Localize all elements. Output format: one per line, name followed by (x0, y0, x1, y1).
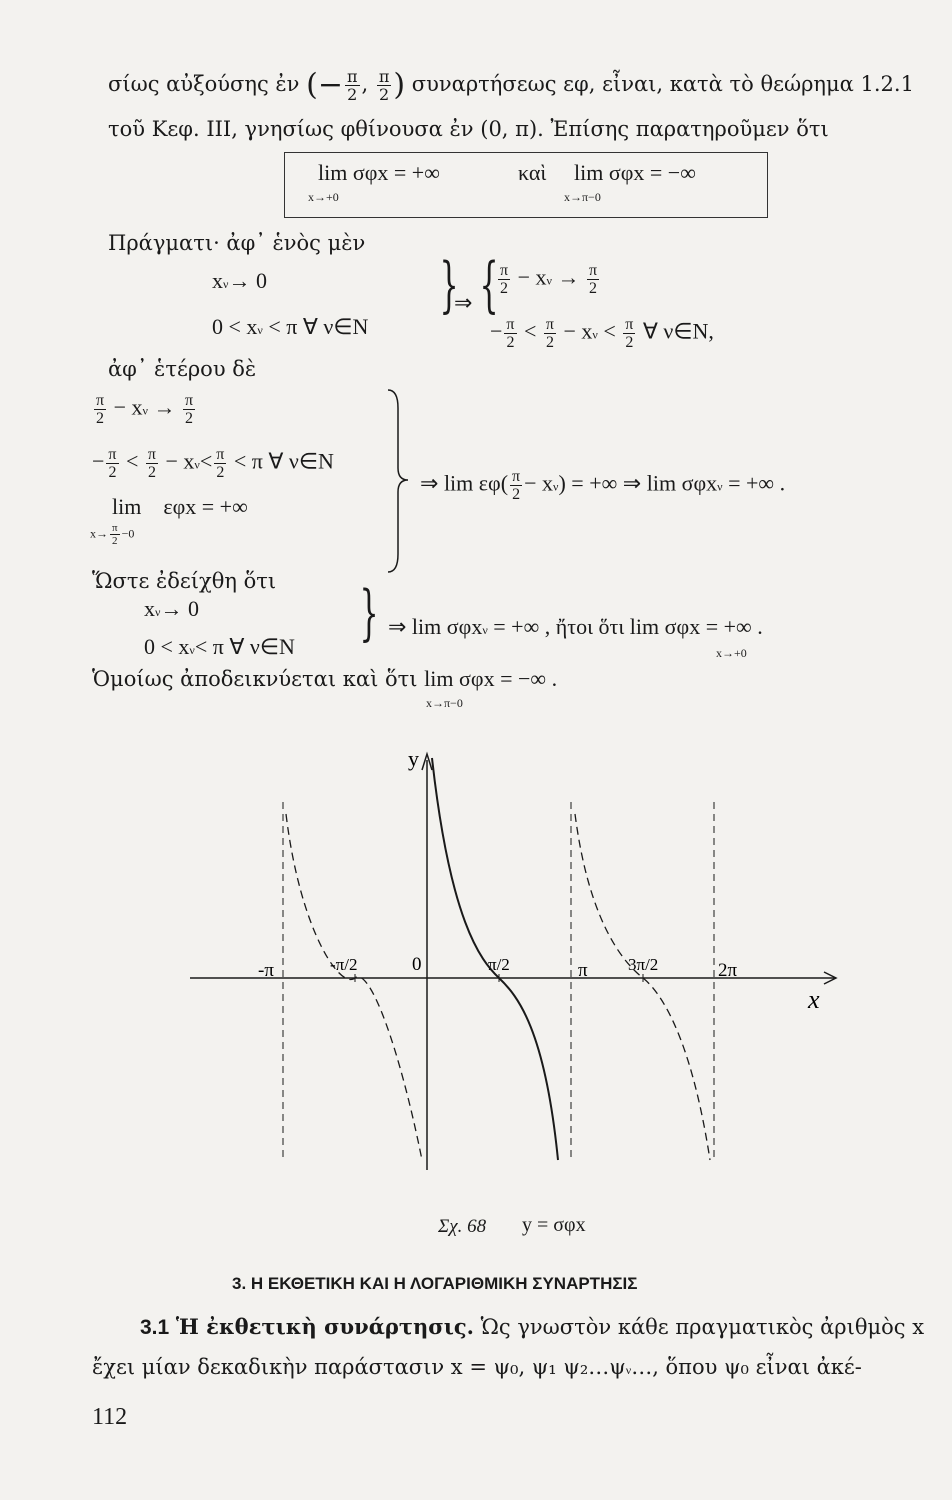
implies-arrow: ⇒ (454, 290, 473, 315)
result-2: − $\frac{\pi}{2}$ < $\frac{\pi}{2}$ − xν < $\frac{\pi}{2}$ ∀ ν∈N, (490, 316, 714, 351)
tick-neg-pi: -π (258, 960, 274, 981)
cond-6: 0 < xν< π ∀ ν∈N (144, 634, 295, 659)
subsection-title: Ἡ ἐκθετικὴ συνάρτησις. (175, 1314, 474, 1339)
similarly-sub: x→π−0 (426, 696, 463, 710)
frac-pi-2: $\frac{\pi}{2}$ (378, 67, 390, 104)
text-line-1: σίως αὐξούσης ἐν (− $\frac{\pi}{2}$ , $\frac{\pi}{2}$ ) συναρτήσεως εφ, εἶναι, κατὰ τὸ θεώρημα 1.2.1 (108, 67, 914, 104)
final-conclusion: ⇒ lim σφxν = +∞ , ἤτοι ὅτι lim σφx = +∞ . (388, 614, 763, 639)
frac-pi-2: $\frac{\pi}{2}$ (346, 67, 358, 104)
tick-half-pi: π/2 (488, 955, 510, 974)
figure-caption-equation: y = σφx (522, 1214, 586, 1236)
interval-open: (− (306, 67, 343, 103)
cond-5: xν→ 0 (144, 596, 199, 621)
cond-4: − $\frac{\pi}{2}$ < $\frac{\pi}{2}$ − xν< $\frac{\pi}{2}$ < π ∀ ν∈N (92, 446, 334, 481)
subsection-number: 3.1 (140, 1316, 170, 1339)
conclusion-tan: ⇒ lim εφ( $\frac{\pi}{2}$ − xν) = +∞ ⇒ lim σφxν = +∞ . (420, 468, 786, 503)
paragraph-line-1: Ὡς γνωστὸν κάθε πραγματικὸς ἀριθμὸς x (480, 1315, 925, 1339)
tick-pi: π (578, 960, 588, 981)
result-1: $\frac{\pi}{2}$ − xν → $\frac{\pi}{2}$ (500, 262, 598, 297)
boxed-kai: καὶ (518, 160, 547, 185)
cot-branch-right (575, 814, 710, 1160)
text-line-2: τοῦ Κεφ. III, γνησίως φθίνουσα ἐν (0, π). Ἐπίσης παρατηροῦμεν ὅτι (108, 117, 829, 141)
boxed-lim-right-sub: x→π−0 (564, 190, 601, 204)
subsection-line (140, 1314, 924, 1341)
y-axis-label: y (408, 746, 419, 771)
boxed-lim-left: lim σφx = +∞ (318, 160, 440, 185)
tick-neg-half-pi: -π/2 (330, 955, 358, 974)
right-brace-2: } (359, 578, 379, 648)
cond-2: 0 < xν < π ∀ ν∈N (212, 314, 369, 339)
proof-intro-2: ἀφ᾽ ἑτέρου δὲ (108, 357, 257, 381)
lim-tan-sub: x→ $\frac{\pi}{2}$ −0 (90, 522, 135, 547)
proof-intro: Πράγματι· ἀφ᾽ ἑνὸς μὲν (108, 231, 366, 255)
tick-2pi: 2π (718, 960, 738, 981)
figure-caption-number: Σχ. 68 (438, 1216, 487, 1237)
page-number: 112 (92, 1404, 128, 1430)
similarly-text: Ὁμοίως ἀποδεικνύεται καὶ ὅτι lim σφx = −∞ . (92, 666, 558, 691)
paragraph-line-2: ἔχει μίαν δεκαδικὴν παράστασιν x = ψ₀, ψ₁ ψ₂…ψν…, ὅπου ψ₀ εἶναι ἀκέ- (92, 1355, 862, 1379)
tick-3half-pi: 3π/2 (628, 955, 659, 974)
boxed-lim-right: lim σφx = −∞ (574, 160, 696, 185)
big-brace-2 (384, 388, 414, 574)
text-line-1-end: συναρτήσεως εφ, εἶναι, κατὰ τὸ θεώρημα 1.2.1 (411, 72, 914, 96)
section-heading: 3. Η ΕΚΘΕΤΙΚΗ ΚΑΙ Η ΛΟΓΑΡΙΘΜΙΚΗ ΣΥΝΑΡΤΗΣΙΣ (232, 1274, 638, 1293)
cond-1: xν→ 0 (212, 268, 267, 293)
cot-graph (0, 730, 952, 1230)
text-line-1-start: σίως αὐξούσης ἐν (108, 72, 300, 96)
interval-close: ) (393, 67, 406, 103)
hence-text: Ὥστε ἐδείχθη ὅτι (92, 569, 277, 593)
right-brace: } (439, 250, 459, 320)
tick-zero: 0 (412, 954, 422, 975)
cot-branch-left (286, 814, 422, 1160)
left-brace: { (479, 250, 499, 320)
lim-tan: lim εφx = +∞ (112, 494, 248, 519)
final-sub: x→+0 (716, 646, 747, 660)
boxed-lim-left-sub: x→+0 (308, 190, 339, 204)
x-axis-label: x (808, 985, 820, 1014)
cond-3: $\frac{\pi}{2}$ − xν → $\frac{\pi}{2}$ (96, 392, 194, 427)
